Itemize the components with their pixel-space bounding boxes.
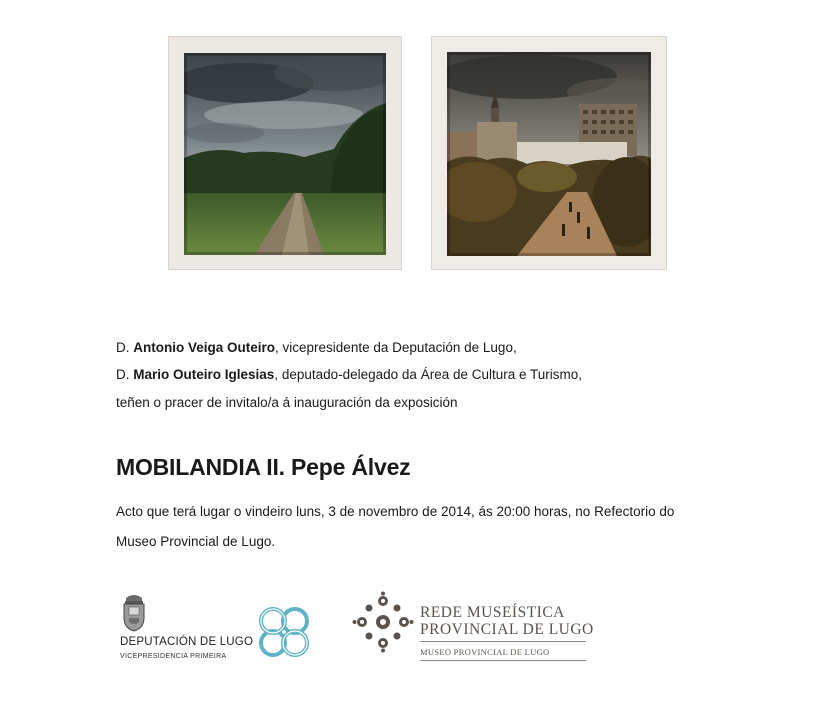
celtic-knot-icon — [256, 604, 312, 660]
invitation-line-deputy — [116, 367, 582, 383]
photo-country-road — [168, 36, 402, 270]
invitation-line-pleasure: teñen o pracer de invitalo/a á inauguración da exposición — [116, 395, 458, 410]
vicepresident-role: , vicepresidente da Deputación de Lugo, — [275, 340, 517, 355]
rede-title-line1: REDE MUSEÍSTICA — [420, 604, 565, 621]
rede-title-line2: PROVINCIAL DE LUGO — [420, 621, 594, 638]
event-details-line1: Acto que terá lugar o vindeiro luns, 3 de novembro de 2014, ás 20:00 horas, no Refectorio do — [116, 504, 675, 519]
rede-divider-bottom — [420, 660, 586, 661]
deputy-role: , deputado-delegado da Área de Cultura e Turismo, — [274, 367, 583, 382]
museum-network-emblem-icon — [352, 591, 414, 653]
deputacion-name: DEPUTACIÓN DE LUGO — [120, 636, 254, 648]
honorific: D. — [116, 367, 134, 382]
exhibition-title: MOBILANDIA II. Pepe Álvez — [116, 454, 411, 480]
deputacion-subtitle: VICEPRESIDENCIA PRIMEIRA — [120, 653, 227, 660]
vicepresident-name: Antonio Veiga Outeiro — [133, 340, 276, 355]
rede-divider — [420, 641, 586, 642]
honorific: D. — [116, 340, 134, 355]
park-city-image — [447, 52, 651, 256]
event-details-line2: Museo Provincial de Lugo. — [116, 534, 276, 549]
country-road-image — [184, 53, 386, 255]
photo-park-city — [431, 36, 667, 270]
invitation-line-vicepresident — [116, 340, 517, 356]
rede-museum-name: MUSEO PROVINCIAL DE LUGO — [420, 647, 550, 657]
coat-of-arms-icon — [120, 592, 148, 632]
deputy-name: Mario Outeiro Iglesias — [133, 367, 275, 382]
